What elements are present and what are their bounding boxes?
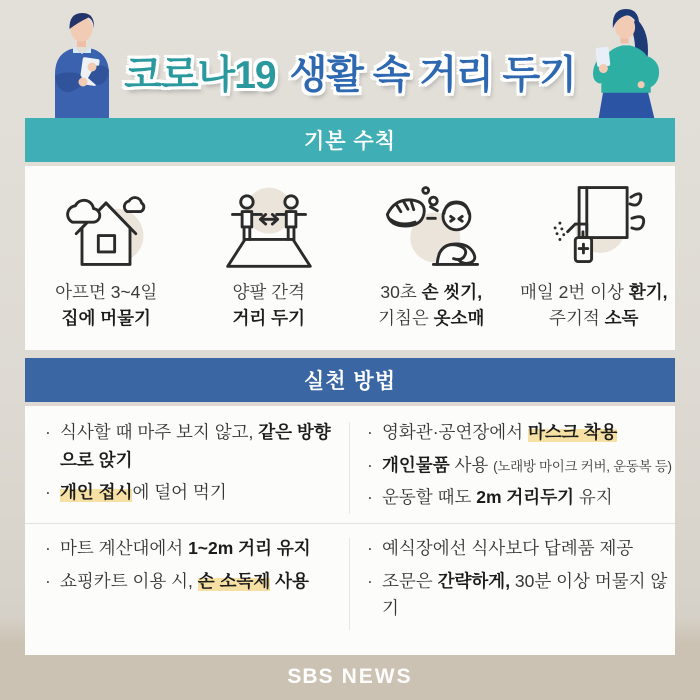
practice-column-right <box>367 406 672 655</box>
list-item: · 운동할 때도 2m 거리두기 유지 <box>367 484 669 512</box>
column-divider-bottom <box>349 538 350 630</box>
bullet: · <box>367 422 373 442</box>
distance-icon <box>213 178 325 274</box>
bullet: · <box>367 570 373 591</box>
rule-wash-hands <box>350 166 513 350</box>
basic-rules-banner-label: 기본 수칙 <box>304 130 396 153</box>
bullet: · <box>367 454 373 475</box>
list-item: · 식사할 때 마주 보지 않고, 같은 방향으로 앉기 <box>45 419 345 474</box>
list-item: · 예식장에선 식사보다 답례품 제공 <box>367 535 669 563</box>
list-item: · 개인물품 사용 (노래방 마이크 커버, 운동복 등) <box>367 452 669 480</box>
practice-panel <box>25 406 675 655</box>
list-item: · 쇼핑카트 이용 시, 손 소독제 사용 <box>45 568 345 596</box>
bullet: · <box>45 570 51 591</box>
list-item: · 영화관·공연장에서 마스크 착용 <box>367 419 669 447</box>
bullet: · <box>367 487 373 508</box>
rule-ventilate <box>513 166 676 350</box>
practice-banner-label: 실천 방법 <box>304 370 396 393</box>
practice-column-left <box>45 406 345 655</box>
basic-rules-banner <box>25 118 675 162</box>
practice-group-mart <box>45 535 345 600</box>
list-item: · 마트 계산대에서 1~2m 거리 유지 <box>45 535 345 563</box>
bullet: · <box>45 538 51 558</box>
bullet: · <box>367 538 373 558</box>
rule-arm-distance <box>188 166 351 350</box>
bullet: · <box>45 482 51 503</box>
practice-group-venues <box>367 419 672 517</box>
list-item: · 개인 접시에 덜어 먹기 <box>45 479 345 507</box>
sbs-logo-text: SBS <box>287 665 334 688</box>
column-divider-top <box>349 422 350 514</box>
title-distancing: 생활 속 거리 두기 <box>289 54 576 97</box>
rule-stay-home <box>25 166 188 350</box>
ventilation-icon <box>538 178 650 274</box>
rule-caption: 매일 2번 이상 환기, 주기적 소독 <box>519 282 668 329</box>
house-icon <box>50 178 162 274</box>
handwash-icon <box>375 178 487 274</box>
rule-caption: 아프면 3~4일 집에 머물기 <box>55 282 158 329</box>
page-title <box>0 44 700 100</box>
practice-group-dining <box>45 419 345 512</box>
title-covid: 코로나19 <box>124 54 276 97</box>
practice-banner <box>25 358 675 402</box>
rule-caption: 양팔 간격 거리 두기 <box>232 282 305 329</box>
practice-group-events <box>367 535 669 628</box>
sbs-news-logo <box>0 654 700 700</box>
list-item: · 조문은 간략하게, 30분 이상 머물지 않기 <box>367 568 669 623</box>
news-logo-text: NEWS <box>341 665 413 688</box>
rule-caption: 30초 손 씻기, 기침은 옷소매 <box>378 282 485 329</box>
basic-rules-panel <box>25 166 675 350</box>
bullet: · <box>45 422 51 442</box>
